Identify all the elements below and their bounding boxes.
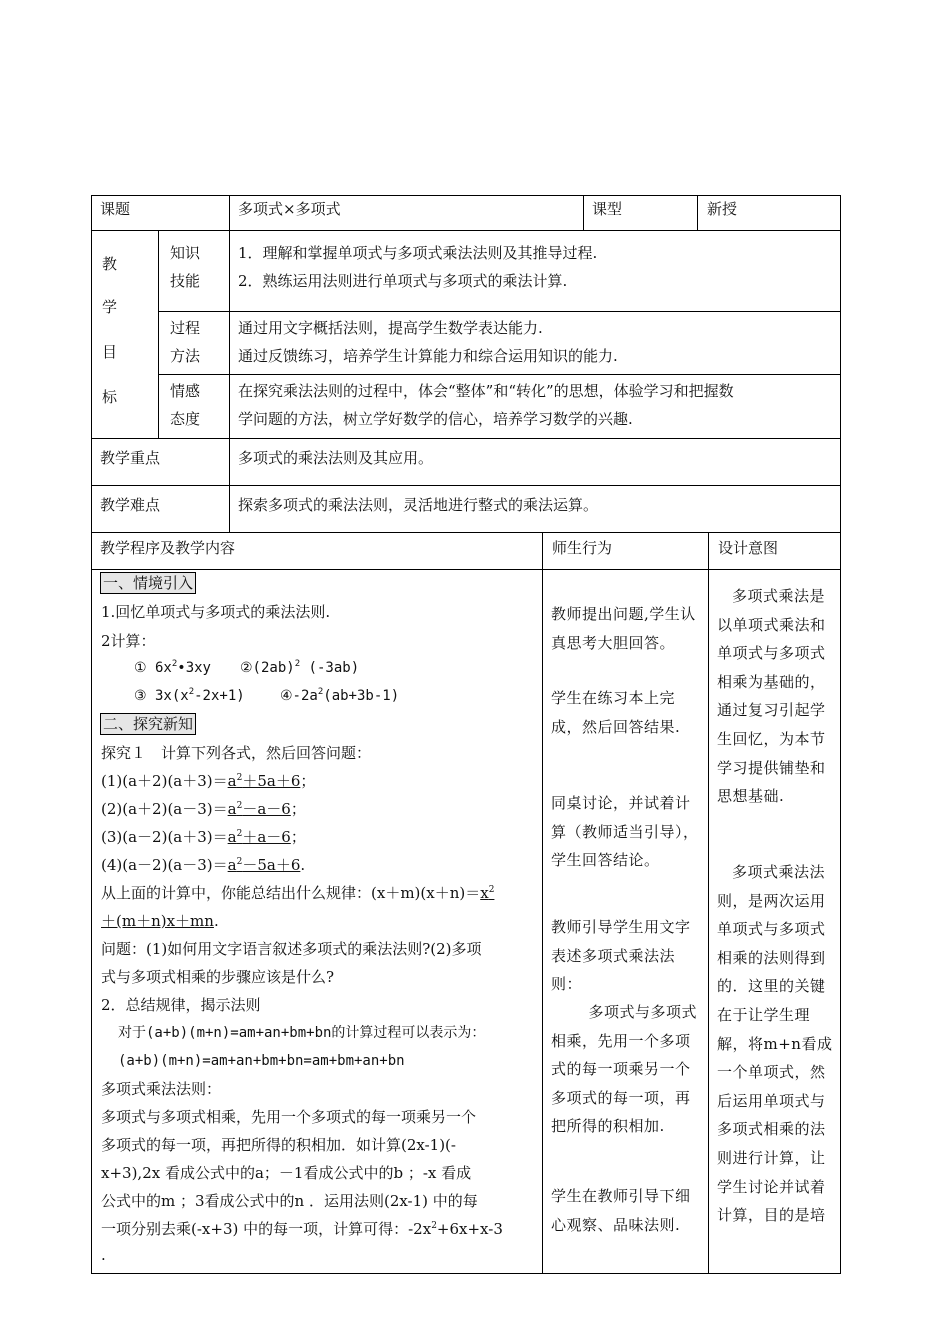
equation-line: $(1)(a+2)(a+3)=a^2+5a+6$； [101,772,316,790]
process-line: 通过反馈练习，培养学生计算能力和综合运用知识的能力. [238,347,618,365]
column-header-content: 教学程序及教学内容 [100,539,236,557]
goals-label-char: 标 [102,388,118,406]
difficulty-label: 教学难点 [100,496,161,514]
type-value: 新授 [707,200,738,218]
behavior-text: 学生在练习本上完成，然后回答结果. [551,689,681,736]
goals-label-char: 目 [102,343,118,361]
content-line: 2．总结规律，揭示法则 [101,996,261,1014]
goals-label-char: 学 [102,298,118,316]
knowledge-line: 1．理解和掌握单项式与多项式乘法法则及其推导过程. [238,244,598,262]
exercise-item: $②(2ab)^2$ (-3ab) [240,659,360,676]
content-line: 多项式与多项式相乘，先用一个多项式的每一项乘另一个 [101,1108,477,1126]
key-point-value: 多项式的乘法法则及其应用。 [238,449,434,467]
exercise-item: $④-2a^2(ab+3b-1)$ [280,687,400,704]
process-line: 通过用文字概括法则，提高学生数学表达能力. [238,319,543,337]
content-line: 问题：(1)如何用文字语言叙述多项式的乘法法则?(2)多项 [101,940,482,958]
column-header-intent: 设计意图 [718,539,779,557]
content-line: 多项式乘法法则： [101,1080,222,1098]
exercise-item: ① $6x^2•3xy$ [134,659,211,676]
knowledge-label: 知识 [170,244,201,262]
type-label: 课型 [592,200,623,218]
goals-label-char: 教 [102,255,118,273]
equation-line: $(3)(a-2)(a+3)=a^2+a-6$； [101,828,306,846]
process-label: 方法 [170,347,201,365]
equation-line: $(2)(a+2)(a-3)=a^2-a-6$； [101,800,306,818]
emotion-line: 在探究乘法法则的过程中，体会“整体”和“转化”的思想，体验学习和把握数 [238,382,734,400]
knowledge-line: 2．熟练运用法则进行单项式与多项式的乘法计算. [238,272,568,290]
content-line: 一项分别去乘(-x+3) 中的每一项，计算可得：$-2x^2+6x+x-3$ [101,1220,503,1238]
content-line: (a+b)(m+n)=am+an+bm+bn=am+bm+an+bn [118,1053,405,1069]
content-line: 公式中的m ；3看成公式中的n ．运用法则(2x-1) 中的每 [101,1192,478,1210]
behavior-text: 教师引导学生用文字表述多项式乘法法则： [551,918,691,994]
content-line: 对于(a+b)(m+n)=am+an+bm+bn的计算过程可以表示为： [118,1025,486,1041]
difficulty-value: 探索多项式的乘法法则，灵活地进行整式的乘法运算。 [238,496,599,514]
content-line: 探究１ 计算下列各式，然后回答问题： [101,744,372,762]
behavior-text: 学生在教师引导下细心观察、品味法则. [551,1187,691,1234]
emotion-label: 态度 [170,410,201,428]
content-line: 多项式的每一项，再把所得的积相加．如计算(2x-1)(- [101,1136,456,1154]
content-line: x+3),2x 看成公式中的a；－1看成公式中的b ；-x 看成 [101,1164,472,1182]
intent-text: 多项式乘法法则，是两次运用单项式与多项式相乘的法则得到的．这里的关键在于让学生理解，将m+n看成一个单项式，然后运用单项式与多项式相乘的法则进行计算，让学生讨论并试着计算，目的是培 [717,863,833,1225]
column-header-behavior: 师生行为 [552,539,613,557]
intent-text: 多项式乘法是以单项式乘法和单项式与多项式相乘为基础的，通过复习引起学生回忆，为本节学习提供铺垫和思想基础. [717,587,826,806]
content-line: 从上面的计算中，你能总结出什么规律：$(x+m)(x+n)=x^2$ [101,884,495,902]
knowledge-label: 技能 [170,272,201,290]
behavior-text: 多项式与多项式相乘，先用一个多项式的每一项乘另一个多项式的每一项，再把所得的积相加. [551,1003,698,1136]
emotion-label: 情感 [170,382,201,400]
section-heading: 一、情境引入 [100,572,196,594]
content-line: ＋(m＋n)x＋mn. [101,912,219,930]
section-heading: 二、探究新知 [100,713,196,735]
equation-line: $(4)(a-2)(a-3)=a^2-5a+6$. [101,856,306,874]
emotion-line: 学问题的方法，树立学好数学的信心，培养学习数学的兴趣. [238,410,633,428]
content-line: 2计算： [101,632,156,650]
content-line: . [101,1246,106,1264]
topic-value: 多项式×多项式 [238,200,341,218]
process-label: 过程 [170,319,201,337]
exercise-item: ③ $3x(x^2-2x+1)$ [134,687,245,704]
content-line: 式与多项式相乘的步骤应该是什么? [101,968,335,986]
behavior-text: 同桌讨论，并试着计算（教师适当引导），学生回答结论。 [551,794,699,870]
content-line: 1.回忆单项式与多项式的乘法法则. [101,603,331,621]
key-point-label: 教学重点 [100,449,161,467]
behavior-text: 教师提出问题,学生认真思考大胆回答。 [551,605,696,652]
topic-label: 课题 [100,200,131,218]
